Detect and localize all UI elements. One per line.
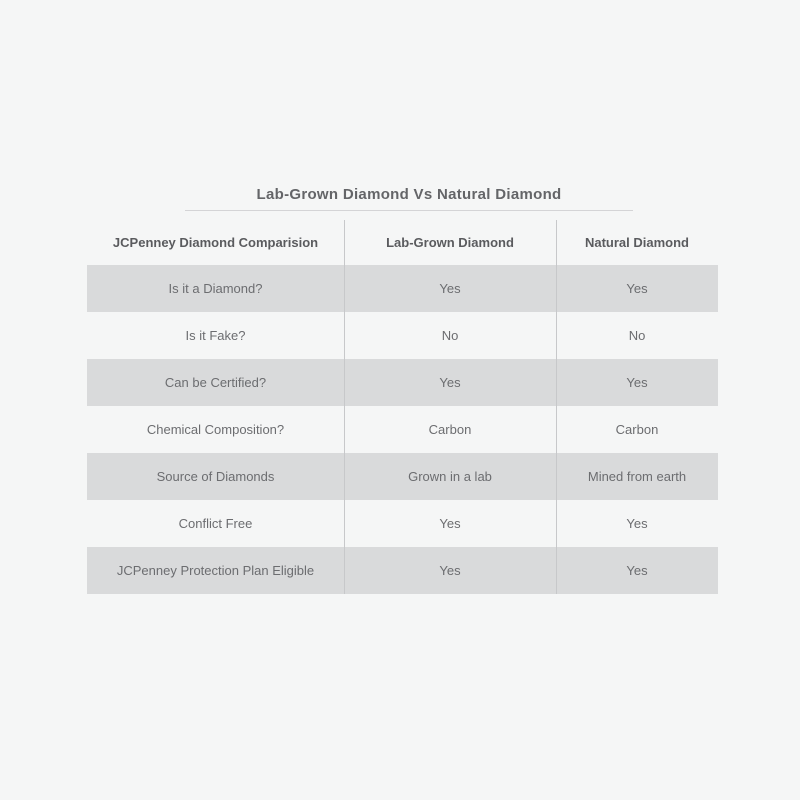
feature-cell: Is it Fake? <box>185 327 246 343</box>
table-row <box>87 453 718 500</box>
comparison-table <box>87 220 718 594</box>
title-underline <box>185 210 633 211</box>
feature-cell: Chemical Composition? <box>146 421 285 437</box>
table-row <box>87 547 718 594</box>
lab-grown-cell: Grown in a lab <box>408 468 492 484</box>
column-divider <box>344 220 345 594</box>
feature-cell: Can be Certified? <box>164 374 267 390</box>
table-row <box>87 359 718 406</box>
column-header-lab-grown: Lab-Grown Diamond <box>386 234 514 250</box>
natural-cell: Carbon <box>615 421 659 437</box>
table-header-row <box>87 220 718 265</box>
feature-cell: Source of Diamonds <box>156 468 275 484</box>
lab-grown-cell: Yes <box>439 374 461 390</box>
table-row <box>87 265 718 312</box>
lab-grown-cell: No <box>441 327 459 343</box>
lab-grown-cell: Yes <box>439 562 461 578</box>
feature-cell: Is it a Diamond? <box>168 280 263 296</box>
feature-cell: Conflict Free <box>178 515 253 531</box>
column-header-feature: JCPenney Diamond Comparision <box>112 234 319 250</box>
table-row <box>87 406 718 453</box>
natural-cell: Yes <box>626 515 648 531</box>
page-title: Lab-Grown Diamond Vs Natural Diamond <box>256 186 562 203</box>
column-header-natural: Natural Diamond <box>584 234 689 250</box>
natural-cell: Mined from earth <box>587 468 687 484</box>
table-row <box>87 500 718 547</box>
feature-cell: JCPenney Protection Plan Eligible <box>116 562 315 578</box>
column-divider <box>556 220 557 594</box>
natural-cell: Yes <box>626 562 648 578</box>
lab-grown-cell: Carbon <box>428 421 472 437</box>
lab-grown-cell: Yes <box>439 280 461 296</box>
table-row <box>87 312 718 359</box>
natural-cell: Yes <box>626 374 648 390</box>
natural-cell: Yes <box>626 280 648 296</box>
lab-grown-cell: Yes <box>439 515 461 531</box>
natural-cell: No <box>628 327 646 343</box>
